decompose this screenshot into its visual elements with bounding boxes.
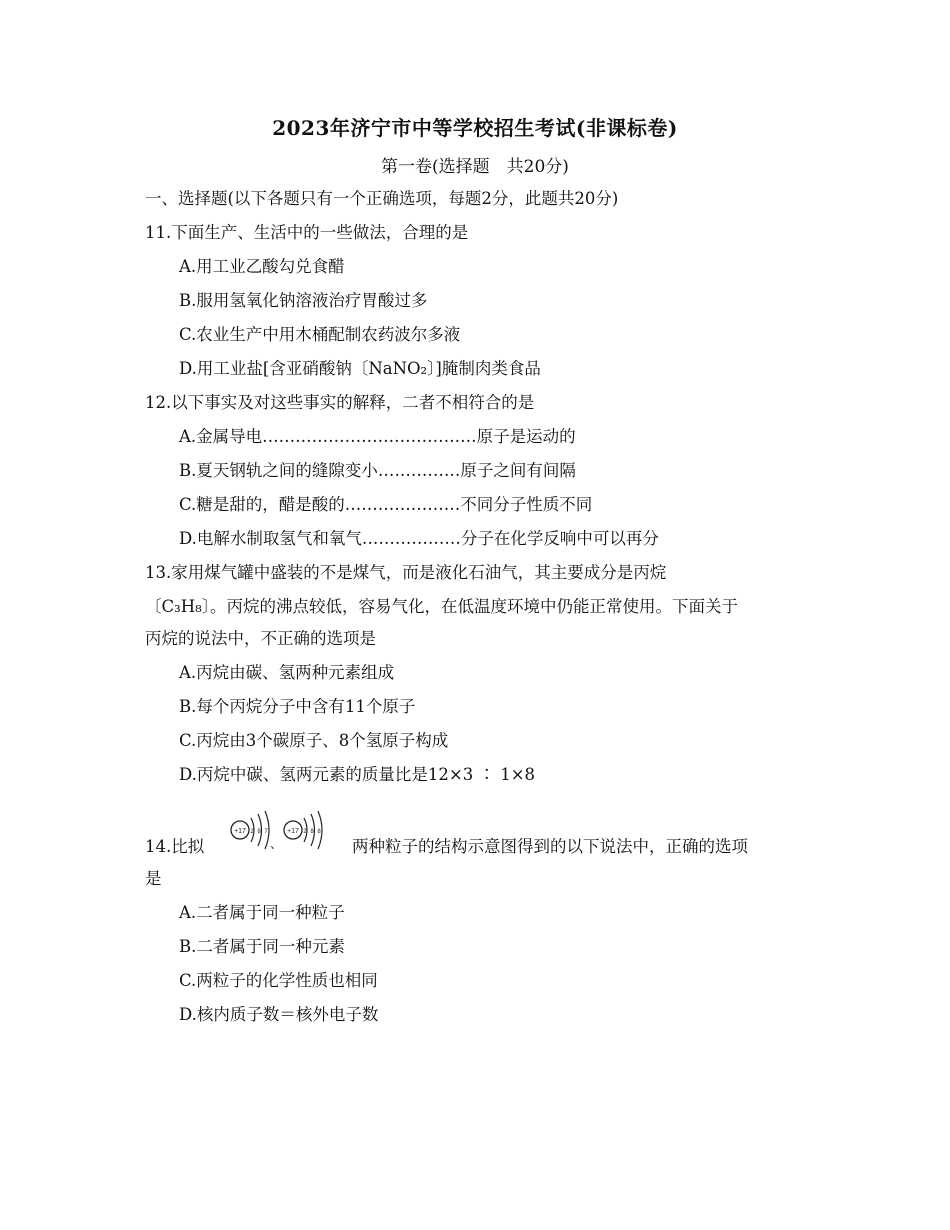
atom2-shell-1-electrons: 2 (303, 829, 307, 835)
atom1-shell-3-electrons: 7 (264, 829, 268, 835)
q12-option-a-reason: 原子是运动的 (476, 427, 576, 446)
q14-option-c: C.两粒子的化学性质也相同 (179, 971, 378, 990)
q14-stem-suffix: 两种粒子的结构示意图得到的以下说法中，正确的选项 (352, 837, 748, 856)
q14-option-a: A.二者属于同一种粒子 (179, 903, 345, 922)
diagram-separator: 、 (269, 837, 283, 851)
atom-diagram-svg (225, 808, 335, 856)
q13-stem-line2: 〔C₃H₈〕。丙烷的沸点较低，容易气化，在低温度环境中仍能正常使用。下面关于 (145, 597, 738, 616)
atom1-structure (231, 811, 269, 849)
q13-stem-line1: 13.家用煤气罐中盛装的不是煤气，而是液化石油气，其主要成分是丙烷 (145, 563, 667, 582)
q12-stem: 12.以下事实及对这些事实的解释，二者不相符合的是 (145, 393, 535, 412)
atom1-nucleus-label: +17 (234, 828, 246, 835)
q11-option-b: B.服用氢氧化钠溶液治疗胃酸过多 (179, 291, 428, 310)
q13-stem-line3: 丙烷的说法中，不正确的选项是 (145, 629, 376, 648)
q13-option-b: B.每个丙烷分子中含有11个原子 (179, 697, 416, 716)
q11-option-c: C.农业生产中用木桶配制农药波尔多液 (179, 325, 461, 344)
atom2-structure (284, 811, 322, 849)
exam-title: 2023年济宁市中等学校招生考试(非课标卷) (272, 116, 678, 140)
q13-option-d: D.丙烷中碳、氢两元素的质量比是12×3 ∶ 1×8 (179, 765, 536, 784)
atom2-shell-3-electrons: 8 (317, 829, 321, 835)
q13-option-c: C.丙烷由3个碳原子、8个氢原子构成 (179, 731, 449, 750)
q12-option-d-reason: 分子在化学反响中可以再分 (460, 529, 659, 548)
q12-option-c (179, 494, 592, 516)
q12-option-a-fact: A.金属导电 (179, 427, 263, 446)
q12-option-b (179, 460, 576, 482)
q14-stem-line2: 是 (145, 869, 162, 888)
q14-option-b: B.二者属于同一种元素 (179, 937, 345, 956)
q12-option-b-reason: 原子之间有间隔 (460, 461, 576, 480)
section-header: 一、选择题(以下各题只有一个正确选项，每题2分，此题共20分) (145, 189, 619, 208)
q12-option-d (179, 528, 659, 550)
atom2-shell-2-electrons: 8 (310, 829, 314, 835)
particle-structure-diagram (225, 808, 335, 856)
q12-option-b-fact: B.夏天钢轨之间的缝隙变小 (179, 461, 378, 480)
q12-option-c-reason: 不同分子性质不同 (460, 495, 593, 514)
q11-option-d: D.用工业盐[含亚硝酸钠〔NaNO₂〕]腌制肉类食品 (179, 359, 541, 378)
q14-option-d: D.核内质子数＝核外电子数 (179, 1005, 379, 1024)
q13-option-a: A.丙烷由碳、氢两种元素组成 (179, 663, 395, 682)
q12-option-a (179, 426, 576, 448)
q12-option-b-dots: …………… (377, 461, 461, 480)
atom1-shell-1-electrons: 2 (250, 829, 254, 835)
atom2-nucleus-label: +17 (287, 828, 299, 835)
q12-option-d-dots: ……………… (361, 529, 461, 548)
q12-option-a-dots: ………………………………… (262, 427, 477, 446)
q14-stem-prefix: 14.比拟 (145, 837, 205, 856)
q11-stem: 11.下面生产、生活中的一些做法，合理的是 (145, 223, 469, 242)
exam-subtitle: 第一卷(选择题 共20分) (381, 157, 569, 177)
atom1-shell-2-electrons: 8 (257, 829, 261, 835)
q11-option-a: A.用工业乙酸勾兑食醋 (179, 257, 345, 276)
q12-option-c-dots: ………………… (344, 495, 461, 514)
q12-option-d-fact: D.电解水制取氢气和氧气 (179, 529, 362, 548)
q12-option-c-fact: C.糖是甜的，醋是酸的 (179, 495, 345, 514)
